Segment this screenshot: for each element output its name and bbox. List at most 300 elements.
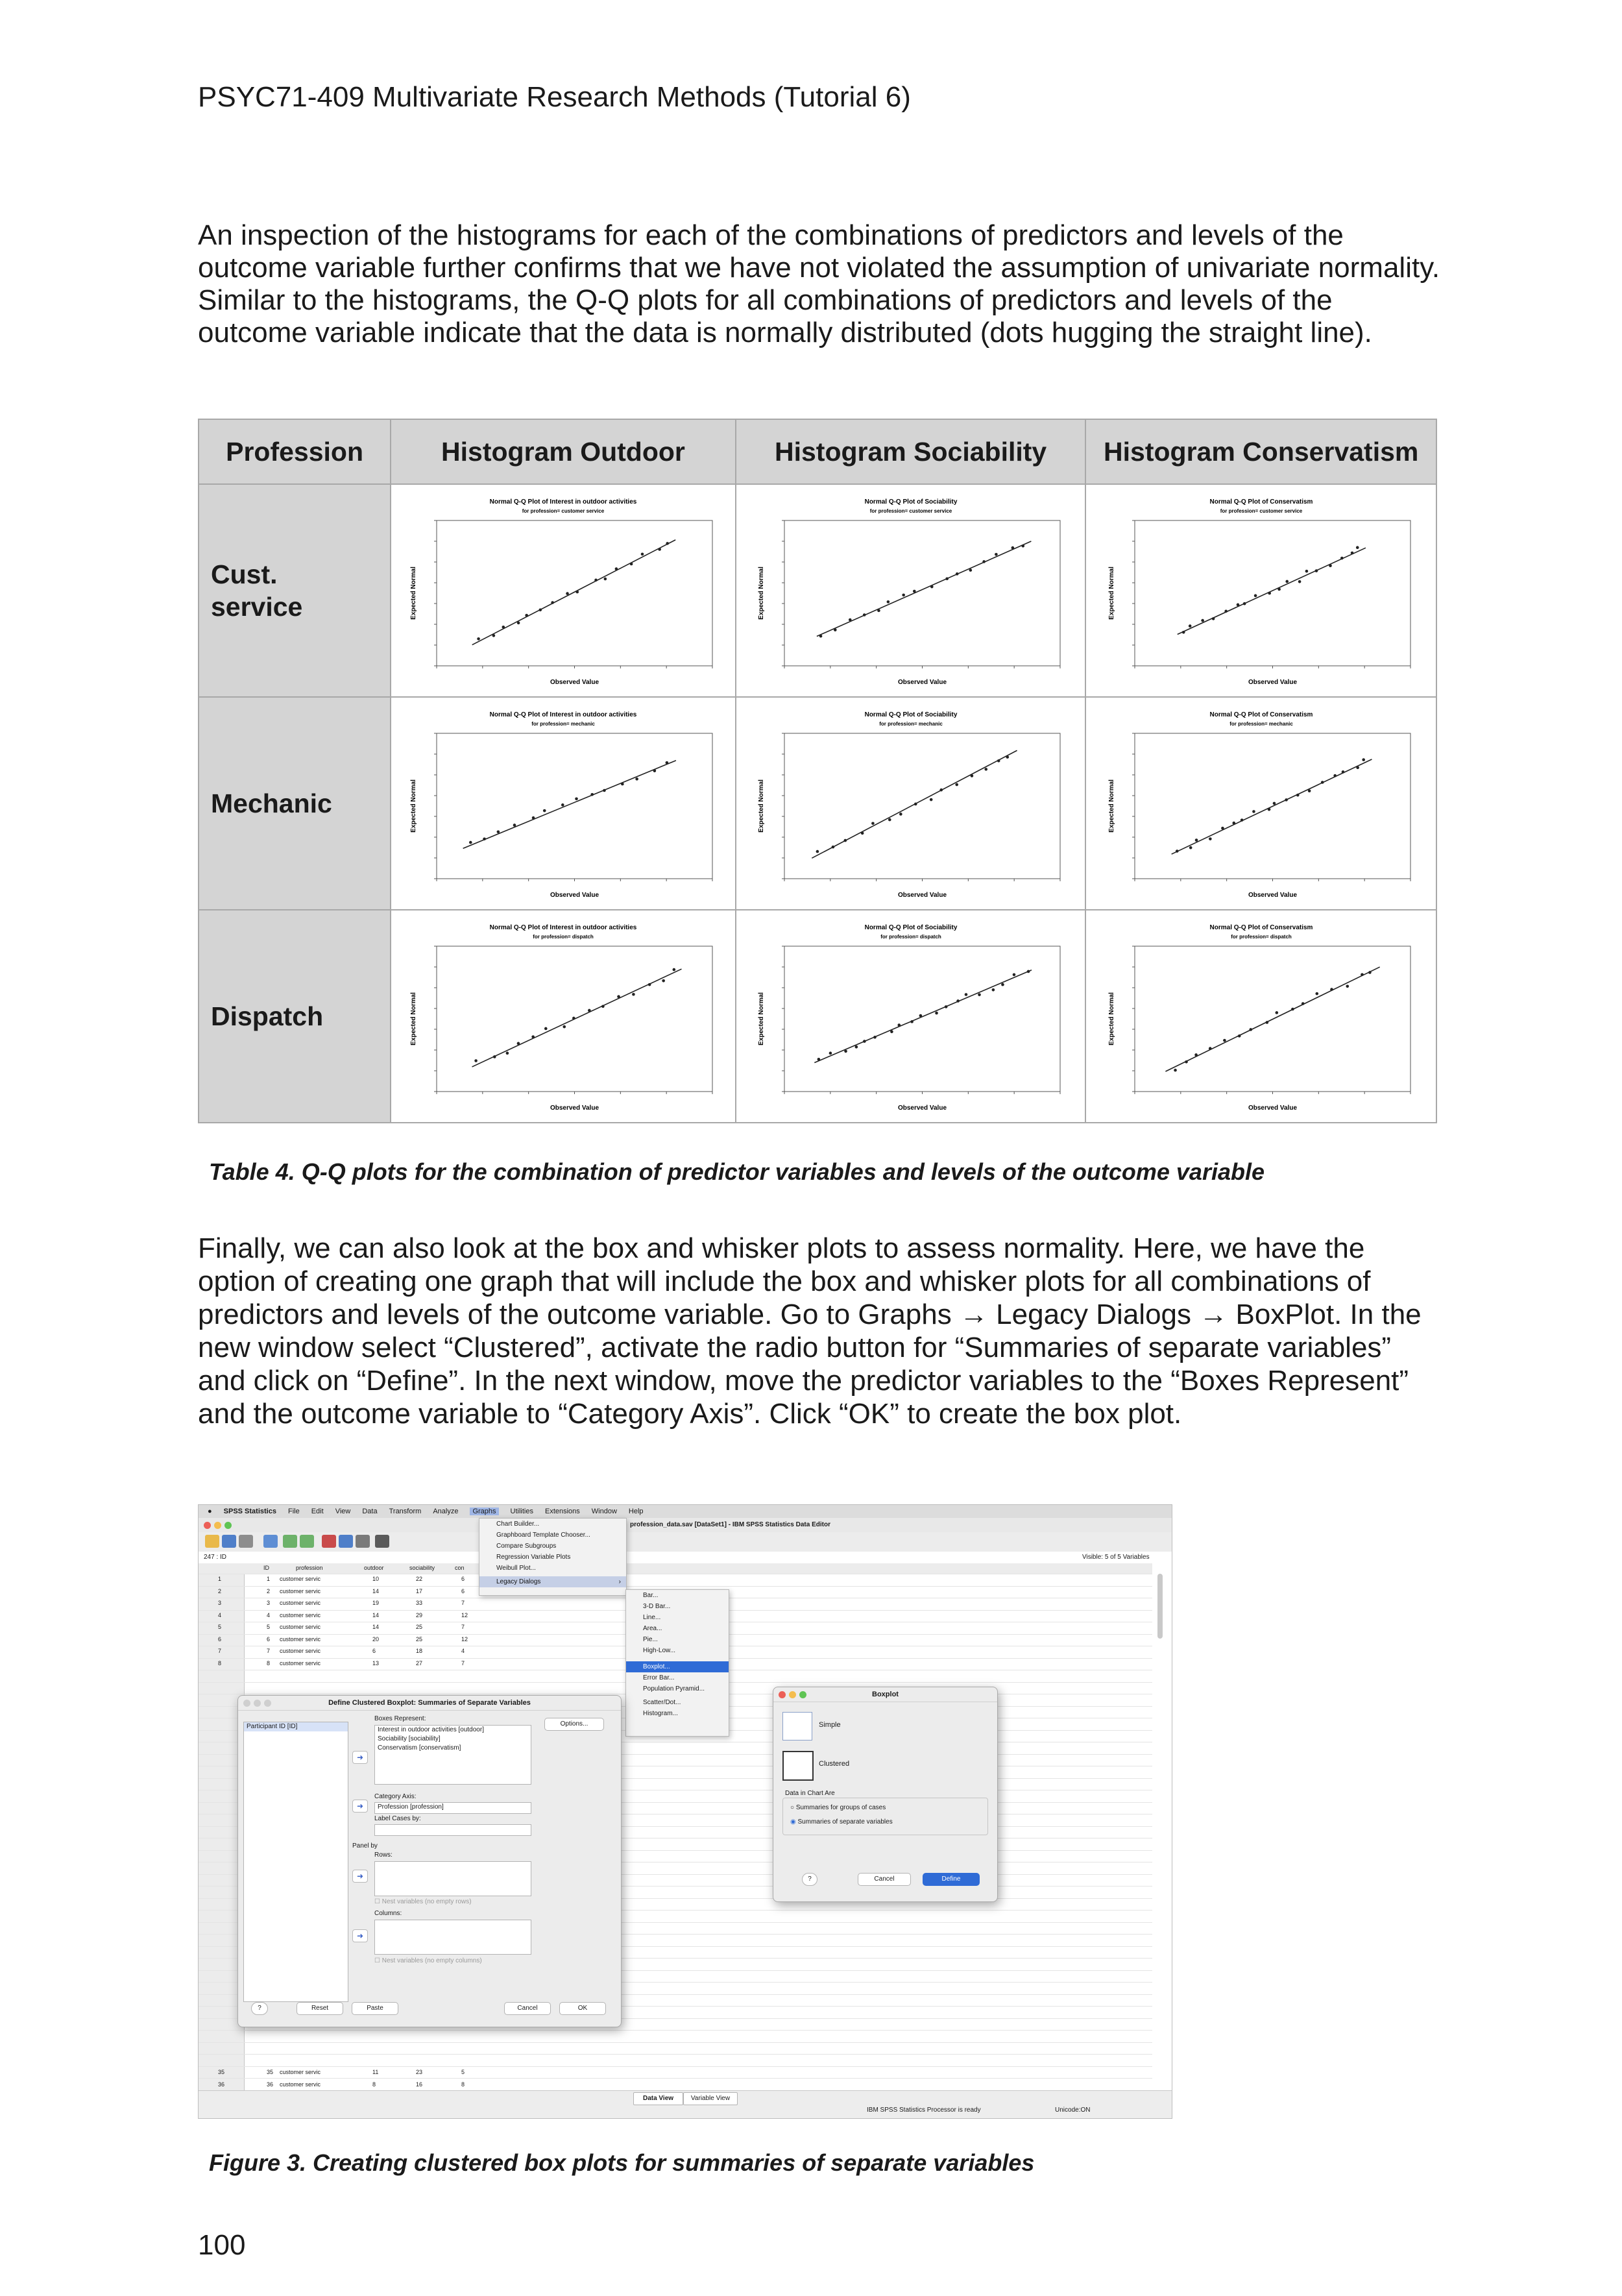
qq-y-axis-label: Expected Normal — [757, 992, 765, 1045]
panel-columns-list[interactable] — [374, 1920, 531, 1955]
grid-line — [199, 2030, 1152, 2031]
row-number[interactable]: 7 — [218, 1648, 222, 1654]
grid-cell[interactable]: 18 — [416, 1648, 423, 1654]
goto-variable-icon[interactable] — [339, 1535, 353, 1548]
grid-cell[interactable]: 14 — [372, 1624, 380, 1630]
nest-columns-checkbox[interactable] — [374, 1957, 482, 1964]
move-to-rows-arrow-icon[interactable]: ➜ — [352, 1870, 368, 1883]
qq-point — [888, 818, 891, 822]
grid-cell[interactable]: 8 — [267, 1659, 271, 1667]
qq-x-axis-label: Observed Value — [550, 1105, 599, 1112]
grid-cell[interactable]: 8 — [372, 2081, 376, 2088]
help-button[interactable]: ? — [251, 2002, 268, 2015]
clustered-boxplot-icon — [782, 1751, 814, 1781]
row-number[interactable]: 6 — [218, 1635, 222, 1643]
col-header-con[interactable]: con — [455, 1565, 465, 1571]
define-dialog-close-icon[interactable] — [243, 1700, 250, 1707]
grid-cell[interactable]: customer servic — [280, 2081, 321, 2088]
panel-by-label: Panel by — [352, 1842, 378, 1850]
nest-cols-label: Nest variables (no empty columns) — [381, 1957, 482, 1964]
qq-plot-subtitle: for profession= customer service — [869, 508, 952, 514]
grid-cell[interactable]: 1 — [267, 1576, 271, 1582]
qq-point — [551, 601, 554, 604]
grid-line — [199, 2054, 1152, 2055]
grid-cell[interactable]: 36 — [267, 2081, 274, 2088]
qq-point — [978, 994, 981, 997]
row-number[interactable]: 4 — [218, 1611, 222, 1618]
grid-cell[interactable]: 6 — [372, 1648, 376, 1654]
radio-groups-of-cases[interactable] — [790, 1804, 886, 1811]
qq-point — [1268, 592, 1271, 595]
menu-item-legacy-dialogs[interactable] — [479, 1576, 626, 1587]
qq-point — [1194, 1053, 1198, 1056]
radio-on-icon: ◉ — [790, 1818, 796, 1826]
submenu-arrow-icon: › — [618, 1578, 621, 1585]
qq-point — [1238, 1034, 1241, 1038]
qq-point — [1252, 810, 1255, 813]
define-dialog-zoom-icon[interactable] — [264, 1700, 271, 1707]
qq-plot-svg — [401, 702, 725, 905]
qq-y-axis-label: Expected Normal — [1108, 567, 1115, 620]
grid-cell[interactable]: customer servic — [280, 1576, 321, 1582]
menu-item-regression-plots[interactable]: Regression Variable Plots — [496, 1554, 571, 1561]
qq-point — [863, 613, 866, 617]
qq-point — [1209, 1047, 1212, 1050]
grid-cell[interactable]: 22 — [416, 1576, 423, 1582]
label-cases-field[interactable] — [374, 1824, 531, 1836]
source-variable-item[interactable]: Participant ID [ID] — [244, 1722, 348, 1731]
col-header-sociability[interactable]: sociability — [409, 1565, 435, 1571]
qq-plot-title: Normal Q-Q Plot of Conservatism — [1209, 924, 1313, 931]
menu-window[interactable]: Window — [591, 1508, 617, 1515]
boxplot-close-icon[interactable] — [779, 1691, 786, 1698]
submenu-boxplot[interactable]: Boxplot... — [626, 1661, 729, 1672]
ok-button[interactable]: OK — [559, 2002, 606, 2015]
qq-point — [1209, 837, 1212, 840]
boxplot-cancel-button[interactable]: Cancel — [858, 1873, 911, 1886]
qq-point — [566, 592, 569, 595]
qq-point — [1346, 984, 1349, 988]
options-button[interactable]: Options... — [544, 1718, 604, 1731]
qq-point — [854, 1045, 858, 1049]
header-sociability: Histogram Sociability — [736, 419, 1086, 484]
close-window-icon[interactable] — [204, 1522, 211, 1529]
qq-cell — [391, 910, 736, 1123]
qq-y-axis-label: Expected Normal — [1108, 779, 1115, 833]
grid-cell[interactable]: 3 — [267, 1600, 271, 1606]
grid-line — [199, 2078, 1152, 2079]
qq-reference-line — [463, 761, 676, 849]
qq-point — [849, 618, 852, 622]
qq-point — [594, 579, 598, 582]
submenu-bar[interactable]: Bar... — [643, 1592, 659, 1599]
qq-point — [1224, 610, 1228, 613]
menu-edit[interactable]: Edit — [311, 1508, 324, 1515]
submenu-population-pyramid[interactable]: Population Pyramid... — [643, 1685, 705, 1692]
grid-cell[interactable]: 7 — [267, 1648, 271, 1654]
boxplot-min-icon[interactable] — [789, 1691, 796, 1698]
grid-cell[interactable]: customer servic — [280, 1587, 321, 1594]
qq-point — [944, 1005, 947, 1008]
submenu-error-bar[interactable]: Error Bar... — [643, 1674, 675, 1681]
qq-point — [939, 788, 943, 792]
qq-point — [982, 560, 986, 563]
qq-point — [1291, 1008, 1294, 1011]
qq-point — [1277, 588, 1281, 591]
grid-cell[interactable]: 19 — [372, 1600, 380, 1606]
grid-header — [199, 1563, 1152, 1574]
clustered-boxplot-option[interactable] — [782, 1751, 977, 1778]
qq-plot-table — [198, 419, 1437, 1123]
boxplot-zoom-icon[interactable] — [799, 1691, 806, 1698]
menu-item-chart-builder[interactable]: Chart Builder... — [496, 1520, 540, 1528]
qq-point — [844, 1050, 847, 1053]
col-header-outdoor[interactable]: outdoor — [364, 1565, 384, 1571]
redo-icon[interactable] — [300, 1535, 314, 1548]
qq-point — [1330, 988, 1333, 991]
qq-point — [1012, 973, 1015, 977]
graphs-menu — [479, 1518, 627, 1596]
qq-point — [1176, 849, 1179, 853]
nest-rows-checkbox[interactable] — [374, 1898, 472, 1905]
qq-point — [902, 594, 905, 597]
row-number[interactable]: 8 — [218, 1659, 222, 1667]
nest-rows-label: Nest variables (no empty rows) — [381, 1898, 472, 1905]
qq-point — [1221, 827, 1224, 830]
qq-point — [590, 793, 594, 796]
visible-variables: Visible: 5 of 5 Variables — [1082, 1554, 1150, 1561]
grid-cell[interactable]: customer servic — [280, 1611, 321, 1618]
cancel-button[interactable]: Cancel — [504, 2002, 551, 2015]
qq-point — [492, 634, 496, 637]
menu-file[interactable]: File — [287, 1508, 300, 1515]
grid-cell[interactable]: customer servic — [280, 1624, 321, 1630]
menu-utilities[interactable]: Utilities — [510, 1508, 533, 1515]
submenu-pie[interactable]: Pie... — [643, 1636, 658, 1643]
grid-cell[interactable]: 14 — [372, 1587, 380, 1594]
grid-cell[interactable]: 4 — [267, 1611, 271, 1618]
col-header-profession[interactable]: profession — [296, 1565, 323, 1571]
qq-point — [1194, 838, 1198, 842]
spss-screenshot — [198, 1504, 1172, 2119]
paragraph-boxplot-instructions: Finally, we can also look at the box and whisker plots to assess normality. Here, we have the option of creating one graph that will include the box and whisker plots for all combinations of predictors and levels of the outcome variable. Go to Graphs → Legacy Dialogs → BoxPlot. In the new window select “Clustered”, activate the radio button for “Summaries of separate variables” and click on “Define”. In the next window, move the predictor variables to the “Boxes Represent” and the outcome variable to “Category Axis”. Click “OK” to create the box plot. — [198, 1232, 1422, 1430]
grid-cell[interactable]: 16 — [416, 2081, 423, 2088]
qq-plot-title: Normal Q-Q Plot of Conservatism — [1209, 711, 1313, 718]
grid-cell[interactable]: customer servic — [280, 1659, 321, 1667]
qq-point — [1305, 570, 1308, 573]
row-number[interactable]: 35 — [218, 2069, 225, 2075]
qq-y-axis-label: Expected Normal — [757, 567, 765, 620]
define-dialog-min-icon[interactable] — [254, 1700, 261, 1707]
reset-button[interactable]: Reset — [297, 2002, 343, 2015]
menu-analyze[interactable]: Analyze — [433, 1508, 459, 1515]
clustered-label: Clustered — [819, 1760, 850, 1768]
grid-cell[interactable]: 8 — [461, 2081, 465, 2088]
grid-cell[interactable]: 7 — [461, 1624, 465, 1630]
tab-variable-view[interactable]: Variable View — [683, 2092, 738, 2105]
col-header-id[interactable]: ID — [263, 1565, 269, 1571]
qq-plot-svg — [749, 702, 1073, 905]
grid-cell[interactable]: 20 — [372, 1635, 380, 1643]
qq-point — [1006, 755, 1009, 759]
qq-point — [964, 993, 967, 996]
qq-point — [1026, 970, 1030, 973]
qq-point — [1243, 602, 1246, 605]
qq-point — [477, 637, 480, 641]
qq-point — [1223, 1039, 1226, 1042]
grid-cell[interactable]: 33 — [416, 1600, 423, 1606]
grid-line — [199, 2042, 1152, 2043]
qq-point — [914, 803, 917, 806]
qq-reference-line — [814, 970, 1032, 1063]
define-dialog-title-text: Define Clustered Boxplot: Summaries of Separate Variables — [328, 1699, 531, 1707]
qq-point — [970, 774, 973, 777]
dialog-recall-icon[interactable] — [263, 1535, 278, 1548]
nest-rows-box-icon: ☐ — [374, 1898, 380, 1905]
grid-cell[interactable]: customer servic — [280, 1648, 321, 1654]
qq-cell — [1085, 910, 1436, 1123]
qq-point — [493, 1055, 496, 1058]
qq-point — [1356, 766, 1359, 770]
menu-help[interactable]: Help — [628, 1508, 644, 1515]
undo-icon[interactable] — [283, 1535, 297, 1548]
submenu-3d-bar[interactable]: 3-D Bar... — [643, 1603, 671, 1610]
grid-cell[interactable]: 25 — [416, 1624, 423, 1630]
qq-point — [1356, 546, 1359, 549]
menu-view[interactable]: View — [335, 1508, 351, 1515]
open-icon[interactable] — [205, 1535, 219, 1548]
menu-graphs[interactable]: Graphs — [470, 1508, 498, 1515]
label-cases-label: Label Cases by: — [374, 1815, 421, 1822]
qq-point — [997, 759, 1000, 763]
find-icon[interactable] — [375, 1535, 389, 1548]
qq-point — [1296, 794, 1300, 797]
vertical-scrollbar[interactable] — [1157, 1574, 1163, 1639]
grid-cell[interactable]: 2 — [267, 1587, 271, 1594]
menu-app[interactable]: SPSS Statistics — [223, 1508, 276, 1515]
category-axis-field[interactable] — [374, 1802, 531, 1814]
boxplot-help-button[interactable]: ? — [802, 1873, 817, 1886]
grid-cell[interactable]: customer servic — [280, 1635, 321, 1643]
grid-cell[interactable]: 7 — [461, 1659, 465, 1667]
radio-off-icon: ○ — [790, 1804, 795, 1811]
submenu-line[interactable]: Line... — [643, 1614, 661, 1621]
grid-cell[interactable]: 35 — [267, 2069, 274, 2075]
boxplot-dialog-title-text: Boxplot — [872, 1691, 899, 1698]
qq-plot-title: Normal Q-Q Plot of Interest in outdoor activities — [489, 498, 637, 506]
boxes-item-conservatism[interactable]: Conservatism [conservatism] — [378, 1744, 461, 1752]
simple-label: Simple — [819, 1721, 841, 1729]
qq-point — [603, 789, 606, 792]
qq-cell — [1085, 697, 1436, 910]
window-titlebar — [199, 1518, 1172, 1533]
qq-point — [1201, 619, 1204, 622]
qq-reference-line — [1177, 548, 1365, 634]
qq-plot-title: Normal Q-Q Plot of Conservatism — [1209, 498, 1313, 506]
grid-cell[interactable]: 25 — [416, 1635, 423, 1643]
qq-point — [935, 1012, 938, 1015]
row-number[interactable]: 36 — [218, 2081, 225, 2088]
qq-point — [955, 783, 958, 787]
grid-cell[interactable]: 6 — [461, 1587, 465, 1594]
row-number[interactable]: 3 — [218, 1600, 222, 1606]
qq-plot-svg — [401, 915, 725, 1117]
submenu-area[interactable]: Area... — [643, 1625, 662, 1632]
qq-plot — [391, 698, 735, 909]
qq-point — [1182, 631, 1185, 634]
qq-point — [1272, 802, 1276, 805]
grid-cell[interactable]: 29 — [416, 1611, 423, 1618]
qq-point — [517, 622, 520, 625]
define-clustered-boxplot-dialog — [237, 1695, 622, 2027]
qq-x-axis-label: Observed Value — [550, 892, 599, 899]
goto-case-icon[interactable] — [322, 1535, 336, 1548]
radio-separate-variables[interactable] — [790, 1818, 893, 1826]
row-number[interactable]: 5 — [218, 1624, 222, 1630]
grid-cell[interactable]: 10 — [372, 1576, 380, 1582]
minimize-window-icon[interactable] — [214, 1522, 221, 1529]
paragraph-intro: An inspection of the histograms for each of the combinations of predictors and levels of the outcome variable further confirms that we have not violated the assumption of univariate normality. Similar to the histograms, the Q-Q plots for all combinations of predictors and levels of the outcome variable indicate that the data is normally distributed (dots hugging the straight line). — [198, 219, 1440, 348]
menu-data[interactable]: Data — [362, 1508, 378, 1515]
qq-point — [1189, 624, 1192, 628]
qq-point — [666, 542, 669, 545]
qq-y-axis-label: Expected Normal — [409, 992, 417, 1045]
panel-rows-list[interactable] — [374, 1861, 531, 1896]
qq-table-header-row — [199, 419, 1436, 484]
menu-extensions[interactable]: Extensions — [544, 1508, 580, 1515]
grid-cell[interactable]: 13 — [372, 1659, 380, 1667]
apple-icon: ● — [208, 1508, 212, 1515]
cell-reference: 247 : ID — [204, 1554, 227, 1561]
simple-boxplot-option[interactable] — [782, 1712, 977, 1739]
qq-point — [899, 812, 902, 816]
print-icon[interactable] — [239, 1535, 253, 1548]
submenu-histogram[interactable]: Histogram... — [643, 1710, 678, 1717]
move-to-category-arrow-icon[interactable]: ➜ — [352, 1800, 368, 1813]
menu-transform[interactable]: Transform — [389, 1508, 422, 1515]
grid-cell[interactable]: 6 — [461, 1576, 465, 1582]
qq-point — [890, 1030, 893, 1033]
grid-cell[interactable]: customer servic — [280, 2069, 321, 2075]
qq-point — [1249, 1028, 1252, 1031]
qq-plot-subtitle: for profession= dispatch — [880, 934, 941, 940]
qq-point — [632, 993, 635, 996]
grid-line — [199, 2066, 1152, 2067]
grid-cell[interactable]: 7 — [461, 1600, 465, 1606]
qq-x-axis-label: Observed Value — [1248, 679, 1297, 686]
grid-cell[interactable]: 23 — [416, 2069, 423, 2075]
grid-cell[interactable]: 12 — [461, 1611, 468, 1618]
move-to-columns-arrow-icon[interactable]: ➜ — [352, 1929, 368, 1942]
qq-point — [543, 809, 546, 812]
qq-plot-svg — [1099, 489, 1423, 692]
boxes-item-outdoor[interactable]: Interest in outdoor activities [outdoor] — [378, 1726, 484, 1733]
qq-point — [1361, 973, 1364, 976]
qq-point — [539, 608, 542, 611]
qq-point — [897, 1023, 901, 1027]
qq-point — [561, 803, 564, 807]
menu-item-weibull[interactable]: Weibull Plot... — [496, 1565, 536, 1572]
variables-icon[interactable] — [356, 1535, 370, 1548]
move-to-boxes-arrow-icon[interactable]: ➜ — [352, 1751, 368, 1764]
qq-plot — [1086, 485, 1436, 696]
page-number: 100 — [198, 2229, 246, 2261]
qq-y-axis-label: Expected Normal — [1108, 992, 1115, 1045]
qq-reference-line — [472, 540, 675, 645]
qq-point — [1308, 789, 1311, 792]
menu-item-compare-subgroups[interactable]: Compare Subgroups — [496, 1543, 557, 1550]
header-conservatism: Histogram Conservatism — [1085, 419, 1436, 484]
qq-point — [672, 968, 675, 971]
qq-point — [1174, 1069, 1177, 1072]
qq-point — [1329, 564, 1332, 567]
grid-cell[interactable]: 14 — [372, 1611, 380, 1618]
qq-point — [913, 590, 916, 593]
qq-point — [469, 841, 472, 844]
submenu-scatter[interactable]: Scatter/Dot... — [643, 1699, 681, 1706]
grid-cell[interactable]: 5 — [267, 1624, 271, 1630]
window-title: profession_data.sav [DataSet1] - IBM SPSS Statistics Data Editor — [630, 1521, 830, 1528]
save-icon[interactable] — [222, 1535, 236, 1548]
boxplot-dialog-title — [773, 1687, 997, 1702]
row-label-mechanic: Mechanic — [199, 697, 391, 910]
qq-reference-line — [1171, 759, 1372, 854]
tab-data-view[interactable]: Data View — [633, 2092, 683, 2105]
qq-point — [956, 999, 960, 1003]
paste-button[interactable]: Paste — [352, 2002, 398, 2015]
qq-point — [1350, 552, 1353, 555]
boxes-item-sociability[interactable]: Sociability [sociability] — [378, 1735, 441, 1742]
qq-plot-title: Normal Q-Q Plot of Interest in outdoor activities — [489, 711, 637, 718]
grid-cell[interactable]: 17 — [416, 1587, 423, 1594]
qq-point — [544, 1027, 548, 1031]
qq-cell — [391, 484, 736, 697]
qq-plot-frame — [437, 733, 712, 879]
qq-point — [831, 846, 834, 849]
qq-plot-title: Normal Q-Q Plot of Sociability — [864, 924, 957, 931]
qq-point — [588, 1009, 591, 1012]
grid-cell[interactable]: 12 — [461, 1635, 468, 1643]
grid-cell[interactable]: 27 — [416, 1659, 423, 1667]
grid-cell[interactable]: 6 — [267, 1635, 271, 1643]
source-variable-list[interactable] — [243, 1722, 348, 2002]
grid-cell[interactable]: 11 — [372, 2069, 379, 2075]
grid-cell[interactable]: 4 — [461, 1648, 465, 1654]
boxes-represent-list[interactable] — [374, 1725, 531, 1785]
qq-cell — [736, 484, 1086, 697]
menu-item-graphboard[interactable]: Graphboard Template Chooser... — [496, 1532, 590, 1539]
unicode-status: Unicode:ON — [1055, 2107, 1091, 2114]
row-number[interactable]: 1 — [218, 1576, 222, 1582]
qq-point — [1333, 774, 1337, 777]
qq-point — [617, 995, 620, 998]
qq-point — [984, 768, 987, 771]
submenu-high-low[interactable]: High-Low... — [643, 1647, 676, 1654]
zoom-window-icon[interactable] — [224, 1522, 232, 1529]
grid-cell[interactable]: 5 — [461, 2069, 465, 2075]
row-number[interactable]: 2 — [218, 1587, 222, 1594]
qq-plot — [1086, 698, 1436, 909]
qq-plot-subtitle: for profession= mechanic — [1229, 721, 1293, 727]
qq-plot — [391, 485, 735, 696]
qq-point — [525, 614, 528, 617]
qq-point — [991, 988, 995, 992]
qq-x-axis-label: Observed Value — [1248, 1105, 1297, 1112]
grid-cell[interactable]: customer servic — [280, 1600, 321, 1606]
qq-x-axis-label: Observed Value — [550, 679, 599, 686]
define-button[interactable]: Define — [923, 1873, 980, 1886]
qq-x-axis-label: Observed Value — [897, 1105, 947, 1112]
